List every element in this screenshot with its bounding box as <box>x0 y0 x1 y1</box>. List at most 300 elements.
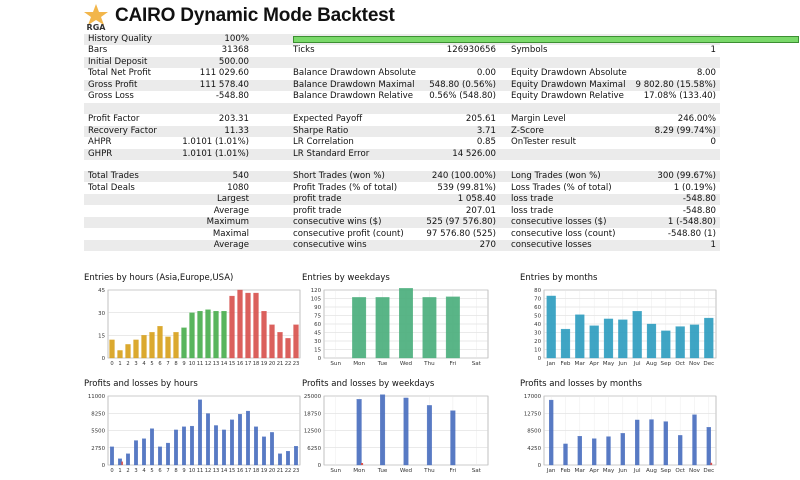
x-tick-label: 23 <box>292 468 300 474</box>
x-tick-label: Mon <box>353 361 366 367</box>
report-row <box>84 229 720 240</box>
profit-bar <box>158 447 162 465</box>
x-tick-label: 13 <box>212 468 220 474</box>
report-value: 270 <box>479 240 496 251</box>
y-tick-label: 80 <box>534 288 541 295</box>
y-tick-label: 0 <box>537 356 541 363</box>
report-value: 111 029.60 <box>199 68 249 79</box>
report-label: LR Correlation <box>293 137 354 147</box>
y-tick-label: 45 <box>314 330 321 337</box>
profit-bar <box>621 433 625 465</box>
report-label: Profit Trades (% of total) <box>293 182 398 193</box>
report-label: Profit Factor <box>88 114 140 125</box>
x-tick-label: 5 <box>150 361 154 367</box>
x-tick-label: Sun <box>330 361 342 367</box>
y-tick-label: 8500 <box>527 428 541 435</box>
x-tick-label: Thu <box>424 361 435 367</box>
report-header <box>0 0 800 32</box>
report-row <box>84 149 720 160</box>
profit-bar <box>649 420 653 465</box>
report-value: Maximum <box>206 217 249 228</box>
x-tick-label: 0 <box>110 361 114 367</box>
entries-bar <box>142 335 147 358</box>
report-label: Long Trades (won %) <box>511 171 601 182</box>
entries-bar <box>206 310 211 358</box>
profit-bar <box>707 427 711 465</box>
report-value: 500.00 <box>218 56 249 67</box>
x-tick-label: Jun <box>618 468 628 474</box>
entries-bar <box>190 313 195 358</box>
x-tick-label: Thu <box>424 468 435 474</box>
report-label: Margin Level <box>511 114 566 125</box>
x-tick-label: 10 <box>188 468 196 474</box>
entries-bar <box>230 296 235 358</box>
report-value: 1 (-548.80) <box>667 217 716 228</box>
x-tick-label: 12 <box>204 468 212 474</box>
y-tick-label: 2750 <box>91 445 105 452</box>
report-value: -548.80 <box>215 91 249 102</box>
entries-bar <box>561 329 570 358</box>
entries-bar <box>222 311 227 358</box>
loss-bar <box>710 463 712 465</box>
entries-bar <box>278 332 283 358</box>
report-value: 31368 <box>221 45 249 56</box>
report-value: Average <box>213 240 249 251</box>
report-value: 1 <box>710 45 716 56</box>
x-tick-label: 14 <box>220 361 228 367</box>
x-tick-label: 13 <box>212 361 220 367</box>
report-row <box>84 114 720 125</box>
profit-bar <box>278 454 282 465</box>
profit-bar <box>166 443 170 465</box>
profit-bar <box>286 451 290 465</box>
x-tick-label: Jun <box>618 361 628 367</box>
y-tick-label: 45 <box>98 288 105 295</box>
x-tick-label: 23 <box>292 361 300 367</box>
entries-bar <box>198 311 203 358</box>
x-tick-label: 22 <box>284 468 292 474</box>
report-label: consecutive loss (count) <box>511 228 616 239</box>
report-value: 525 (97 576.80) <box>426 217 496 228</box>
y-tick-label: 75 <box>314 313 321 320</box>
report-value: 548.80 (0.56%) <box>429 79 496 90</box>
report-value: -548.80 <box>682 194 716 205</box>
report-label: Bars <box>88 45 108 56</box>
report-value: 0.56% (548.80) <box>429 91 496 102</box>
x-tick-label: 4 <box>142 468 146 474</box>
profit-bar <box>190 426 194 465</box>
entries-bar <box>126 344 131 358</box>
report-label: LR Standard Error <box>293 148 370 159</box>
x-tick-label: Mon <box>353 468 366 474</box>
report-value: 1.0101 (1.01%) <box>182 137 249 147</box>
y-tick-label: 60 <box>534 305 541 312</box>
entries-bar <box>633 311 642 358</box>
x-tick-label: Jul <box>633 468 641 474</box>
entries-bar <box>352 297 366 358</box>
x-tick-label: Mar <box>574 468 586 474</box>
entries-by-months-chart <box>520 273 720 368</box>
chart-title: Entries by hours (Asia,Europe,USA) <box>84 273 234 283</box>
report-value: -548.80 <box>682 205 716 216</box>
report-row <box>84 194 720 205</box>
x-tick-label: Fri <box>449 361 457 367</box>
x-tick-label: Dec <box>703 468 715 474</box>
profit-bar <box>134 441 138 465</box>
report-label: AHPR <box>88 137 112 147</box>
report-value: 100% <box>224 34 249 44</box>
x-tick-label: Aug <box>646 361 657 367</box>
x-tick-label: May <box>602 468 615 474</box>
report-value: Average <box>213 205 249 216</box>
report-value: 203.31 <box>218 114 249 125</box>
entries-bar <box>150 332 155 358</box>
x-tick-label: 8 <box>174 468 178 474</box>
y-tick-label: 12500 <box>303 428 321 435</box>
report-value: Largest <box>216 194 249 205</box>
x-tick-label: 18 <box>252 468 260 474</box>
report-value: 126930656 <box>446 45 496 56</box>
profit-bar <box>174 430 178 465</box>
report-label: loss trade <box>511 205 554 216</box>
x-tick-label: Apr <box>589 361 600 367</box>
report-label: consecutive losses ($) <box>511 217 607 228</box>
report-label: Ticks <box>293 45 315 56</box>
report-row <box>84 103 720 114</box>
y-tick-label: 60 <box>314 322 321 329</box>
y-tick-label: 0 <box>101 463 105 470</box>
report-value: 1 058.40 <box>457 194 496 205</box>
report-label: loss trade <box>511 194 554 205</box>
report-value: 17.08% (133.40) <box>643 91 716 102</box>
x-tick-label: 18 <box>252 361 260 367</box>
report-row <box>84 137 720 148</box>
x-tick-label: Dec <box>703 361 715 367</box>
x-tick-label: 20 <box>268 361 276 367</box>
y-tick-label: 15 <box>314 347 321 354</box>
entries-bar <box>604 319 613 358</box>
report-value: 11.33 <box>224 125 249 136</box>
x-tick-label: Fri <box>449 468 457 474</box>
profits-losses-by-months-chart <box>520 379 720 477</box>
x-tick-label: Jul <box>633 361 641 367</box>
report-value: 97 576.80 (525) <box>426 228 496 239</box>
report-value: 240 (100.00%) <box>431 171 496 182</box>
report-row <box>84 45 720 56</box>
chart-title: Profits and losses by weekdays <box>302 379 435 389</box>
y-tick-label: 90 <box>314 305 321 312</box>
report-label: Loss Trades (% of total) <box>511 182 612 193</box>
x-tick-label: 11 <box>196 468 204 474</box>
profit-bar <box>126 454 130 465</box>
entries-bar <box>575 315 584 358</box>
y-tick-label: 50 <box>534 313 541 320</box>
y-tick-label: 30 <box>534 330 541 337</box>
profit-bar <box>692 415 696 465</box>
entries-bar <box>286 338 291 358</box>
x-tick-label: 16 <box>236 468 244 474</box>
profit-bar <box>238 414 242 465</box>
profit-bar <box>592 439 596 465</box>
backtest-report-table <box>84 34 720 262</box>
profit-bar <box>262 437 266 465</box>
report-value: 0.00 <box>476 68 496 79</box>
x-tick-label: 14 <box>220 468 228 474</box>
x-tick-label: 11 <box>196 361 204 367</box>
x-tick-label: Jan <box>546 468 556 474</box>
report-label: Equity Drawdown Relative <box>511 91 624 102</box>
report-value: 14 526.00 <box>452 148 496 159</box>
entries-bar <box>547 296 556 358</box>
x-tick-label: Tue <box>377 361 388 367</box>
profit-bar <box>664 422 668 465</box>
report-value: 1080 <box>227 182 249 193</box>
entries-by-hours-chart <box>84 273 304 368</box>
profit-bar <box>198 400 202 465</box>
x-tick-label: 21 <box>276 468 284 474</box>
report-label: Initial Deposit <box>88 56 148 67</box>
profit-bar <box>142 439 146 465</box>
history-quality-bar <box>293 36 799 43</box>
y-tick-label: 0 <box>317 463 321 470</box>
x-tick-label: 16 <box>236 361 244 367</box>
entries-bar <box>270 325 275 358</box>
report-value: 246.00% <box>677 114 716 125</box>
report-label: Recovery Factor <box>88 125 157 136</box>
report-row <box>84 171 720 182</box>
y-tick-label: 105 <box>310 296 321 303</box>
entries-bar <box>690 325 699 358</box>
entries-bar <box>262 311 267 358</box>
x-tick-label: 19 <box>260 468 268 474</box>
report-label: Total Trades <box>88 171 139 182</box>
report-value: 300 (99.67%) <box>657 171 716 182</box>
report-value: 9 802.80 (15.58%) <box>635 79 716 90</box>
profit-bar <box>678 435 682 465</box>
report-value: 0.85 <box>476 137 496 147</box>
y-tick-label: 6250 <box>307 445 321 452</box>
y-tick-label: 30 <box>98 310 105 317</box>
profit-bar <box>118 459 122 465</box>
x-tick-label: 6 <box>158 361 162 367</box>
report-label: Sharpe Ratio <box>293 125 349 136</box>
y-tick-label: 15 <box>98 333 105 340</box>
report-row <box>84 126 720 137</box>
x-tick-label: Sun <box>330 468 342 474</box>
entries-bar <box>661 331 670 358</box>
profit-bar <box>635 420 639 465</box>
report-label: Gross Loss <box>88 91 134 102</box>
entries-bar <box>590 326 599 358</box>
rga-logo <box>80 3 112 31</box>
x-tick-label: Wed <box>399 361 413 367</box>
x-tick-label: May <box>602 361 615 367</box>
report-value: 0 <box>710 137 716 147</box>
report-value: 539 (99.81%) <box>437 182 496 193</box>
report-value: 3.71 <box>476 125 496 136</box>
x-tick-label: 17 <box>244 468 252 474</box>
profit-bar <box>357 399 362 465</box>
profit-bar <box>606 437 610 465</box>
report-label: Equity Drawdown Maximal <box>511 79 626 90</box>
profit-bar <box>294 446 298 465</box>
page-title: CAIRO Dynamic Mode Backtest <box>115 5 395 26</box>
report-row <box>84 91 720 102</box>
report-label: GHPR <box>88 148 113 159</box>
report-label: Short Trades (won %) <box>293 171 385 182</box>
x-tick-label: 7 <box>166 361 170 367</box>
report-label: Symbols <box>511 45 548 56</box>
x-tick-label: Nov <box>689 468 700 474</box>
x-tick-label: 20 <box>268 468 276 474</box>
profit-bar <box>150 429 154 465</box>
report-label: Gross Profit <box>88 79 138 90</box>
profit-bar <box>270 432 274 465</box>
report-label: consecutive wins <box>293 240 367 251</box>
report-value: 111 578.40 <box>199 79 249 90</box>
entries-bar <box>166 337 171 358</box>
x-tick-label: Oct <box>675 468 686 474</box>
x-tick-label: Feb <box>560 468 571 474</box>
report-label: Expected Payoff <box>293 114 363 125</box>
x-tick-label: Feb <box>560 361 571 367</box>
report-label: Balance Drawdown Maximal <box>293 79 415 90</box>
chart-title: Profits and losses by months <box>520 379 642 389</box>
report-row <box>84 206 720 217</box>
y-tick-label: 0 <box>101 356 105 363</box>
report-label: OnTester result <box>511 137 576 147</box>
report-row <box>84 183 720 194</box>
profit-bar <box>214 425 218 465</box>
y-tick-label: 17000 <box>523 394 541 401</box>
x-tick-label: 5 <box>150 468 154 474</box>
x-tick-label: 1 <box>118 468 122 474</box>
profit-bar <box>254 427 258 465</box>
report-value: 205.61 <box>465 114 496 125</box>
y-tick-label: 120 <box>310 288 321 295</box>
entries-bar <box>118 350 123 358</box>
x-tick-label: Jan <box>546 361 556 367</box>
x-tick-label: 21 <box>276 361 284 367</box>
report-value: 540 <box>232 171 249 182</box>
entries-bar <box>423 297 437 358</box>
chart-title: Entries by months <box>520 273 598 283</box>
report-value: 1 <box>710 240 716 251</box>
report-label: Balance Drawdown Absolute <box>293 68 416 79</box>
x-tick-label: Sat <box>471 468 481 474</box>
x-tick-label: 9 <box>182 361 186 367</box>
profit-bar <box>110 447 114 465</box>
entries-bar <box>174 332 179 358</box>
x-tick-label: Sep <box>660 361 672 367</box>
report-value: 8.29 (99.74%) <box>654 125 716 136</box>
y-tick-label: 70 <box>534 296 541 303</box>
profit-bar <box>230 420 234 465</box>
entries-bar <box>182 328 187 358</box>
x-tick-label: 2 <box>126 468 130 474</box>
x-tick-label: Sep <box>660 468 672 474</box>
entries-bar <box>704 318 713 358</box>
x-tick-label: 12 <box>204 361 212 367</box>
chart-title: Profits and losses by hours <box>84 379 198 389</box>
y-tick-label: 30 <box>314 339 321 346</box>
entries-bar <box>254 293 259 358</box>
x-tick-label: 22 <box>284 361 292 367</box>
report-label: History Quality <box>88 34 153 44</box>
loss-bar <box>121 462 123 465</box>
report-row <box>84 57 720 68</box>
entries-bar <box>294 325 299 358</box>
report-label: Balance Drawdown Relative <box>293 91 414 102</box>
y-tick-label: 25000 <box>303 394 321 401</box>
entries-bar <box>676 327 685 358</box>
report-label: consecutive profit (count) <box>293 228 404 239</box>
x-tick-label: 15 <box>228 361 236 367</box>
entries-bar <box>110 340 115 358</box>
x-tick-label: Apr <box>589 468 600 474</box>
report-label: Total Net Profit <box>88 68 152 79</box>
profit-bar <box>206 414 210 465</box>
profit-bar <box>222 430 226 465</box>
entries-bar <box>618 320 627 358</box>
x-tick-label: 8 <box>174 361 178 367</box>
x-tick-label: 6 <box>158 468 162 474</box>
report-value: Maximal <box>212 228 249 239</box>
report-row <box>84 160 720 171</box>
y-tick-label: 18750 <box>303 411 321 418</box>
x-tick-label: 3 <box>134 361 138 367</box>
y-tick-label: 0 <box>317 356 321 363</box>
report-label: consecutive wins ($) <box>293 217 382 228</box>
x-tick-label: 2 <box>126 361 130 367</box>
y-tick-label: 10 <box>534 347 541 354</box>
profit-bar <box>404 398 409 465</box>
y-tick-label: 12750 <box>523 411 541 418</box>
profit-bar <box>246 411 250 465</box>
y-tick-label: 40 <box>534 322 541 329</box>
x-tick-label: 7 <box>166 468 170 474</box>
x-tick-label: 4 <box>142 361 146 367</box>
report-row <box>84 34 720 45</box>
y-tick-label: 0 <box>537 463 541 470</box>
report-value: 8.00 <box>696 68 716 79</box>
entries-bar <box>647 324 656 358</box>
profits-losses-by-weekdays-chart <box>302 379 492 477</box>
entries-by-weekdays-chart <box>302 273 492 368</box>
chart-title: Entries by weekdays <box>302 273 390 283</box>
x-tick-label: 10 <box>188 361 196 367</box>
x-tick-label: 0 <box>110 468 114 474</box>
report-label: Total Deals <box>88 182 135 193</box>
entries-bar <box>158 326 163 358</box>
report-label: consecutive losses <box>511 240 592 251</box>
x-tick-label: Nov <box>689 361 700 367</box>
x-tick-label: Sat <box>471 361 481 367</box>
report-label: Z-Score <box>511 125 544 136</box>
entries-bar <box>399 288 413 358</box>
x-tick-label: Aug <box>646 468 657 474</box>
logo-text: RGA <box>86 23 106 31</box>
loss-bar <box>361 463 363 465</box>
report-label: Equity Drawdown Absolute <box>511 68 627 79</box>
x-tick-label: 15 <box>228 468 236 474</box>
report-row <box>84 240 720 251</box>
report-value: 1 (0.19%) <box>673 182 716 193</box>
profit-bar <box>380 395 385 465</box>
report-row <box>84 68 720 79</box>
y-tick-label: 11000 <box>87 394 105 401</box>
x-tick-label: 9 <box>182 468 186 474</box>
